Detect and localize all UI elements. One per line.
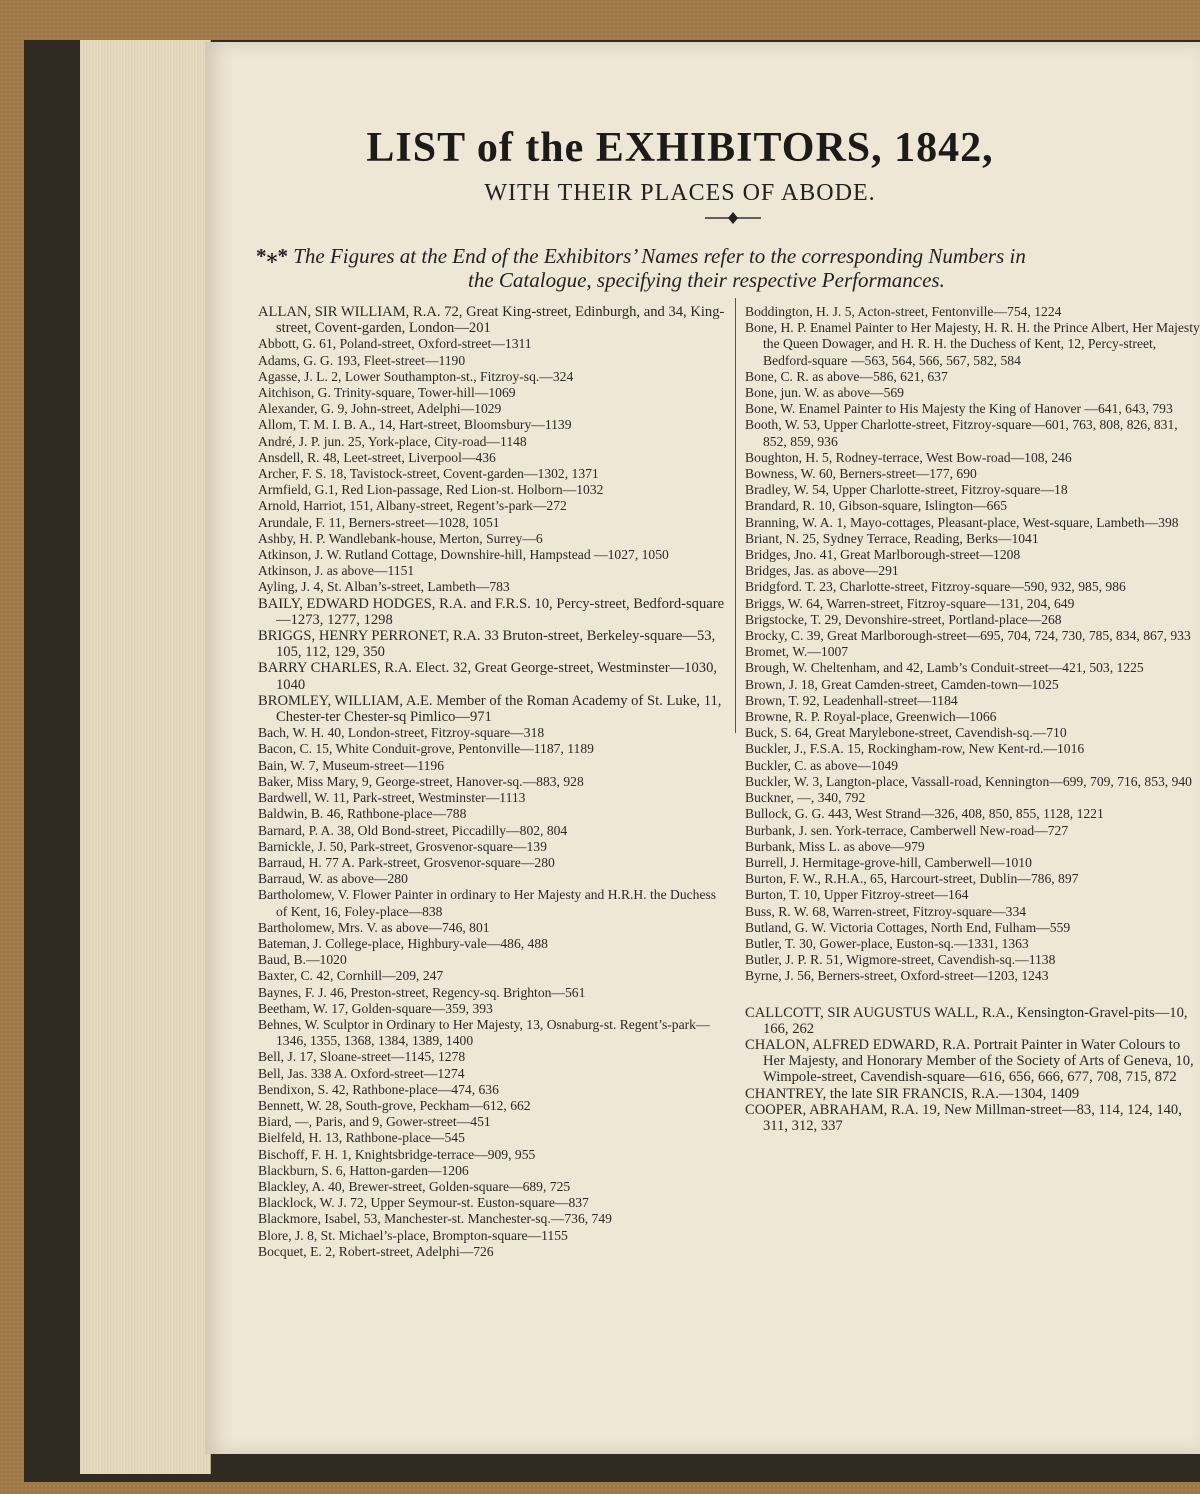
page-title: LIST of the EXHIBITORS, 1842, xyxy=(366,125,994,171)
exhibitor-group-b xyxy=(745,304,1200,985)
exhibitor-entry: Archer, F. S. 18, Tavistock-street, Covent-garden—1302, 1371 xyxy=(258,466,599,482)
exhibitor-entry: Aitchison, G. Trinity-square, Tower-hill—1069 xyxy=(258,385,516,401)
exhibitor-entry: Baker, Miss Mary, 9, George-street, Hanover-sq.—883, 928 xyxy=(258,773,584,789)
exhibitor-entry: Baldwin, B. 46, Rathbone-place—788 xyxy=(258,806,467,822)
exhibitor-entry: Bischoff, F. H. 1, Knightsbridge-terrace—909, 955 xyxy=(258,1146,536,1162)
catalogue-note xyxy=(256,244,1186,292)
exhibitor-entry: Briggs, W. 64, Warren-street, Fitzroy-square—131, 204, 649 xyxy=(745,595,1075,611)
exhibitor-entry: Bendixon, S. 42, Rathbone-place—474, 636 xyxy=(258,1081,499,1097)
exhibitor-group-c xyxy=(745,1005,1200,1135)
exhibitor-entry: Bocquet, E. 2, Robert-street, Adelphi—726 xyxy=(258,1243,494,1259)
exhibitor-entry: Baynes, F. J. 46, Preston-street, Regency-sq. Brighton—561 xyxy=(258,984,586,1000)
exhibitor-entry: Blackburn, S. 6, Hatton-garden—1206 xyxy=(258,1162,469,1178)
page-edges xyxy=(80,40,211,1474)
exhibitor-entry: Bradley, W. 54, Upper Charlotte-street, Fitzroy-square—18 xyxy=(745,482,1068,498)
exhibitor-entry: Burbank, Miss L. as above—979 xyxy=(745,838,925,854)
exhibitor-entry: Atkinson, J. W. Rutland Cottage, Downshire-hill, Hampstead —1027, 1050 xyxy=(258,547,669,563)
exhibitor-entry: Blacklock, W. J. 72, Upper Seymour-st. Euston-square—837 xyxy=(258,1195,589,1211)
exhibitor-entry: Barraud, W. as above—280 xyxy=(258,871,408,887)
exhibitor-entry: Bridges, Jas. as above—291 xyxy=(745,563,899,579)
exhibitor-entry: CHALON, ALFRED EDWARD, R.A. Portrait Painter in Water Colours to Her Majesty, and Honorary Member of the Society of Arts of Geneva, 10, Wimpole-street, Cavendish-square—616, 656, 666, 677, 708, 715, 872 xyxy=(745,1036,1194,1086)
exhibitor-entry: Bateman, J. College-place, Highbury-vale—486, 488 xyxy=(258,935,548,951)
exhibitor-entry: Briant, N. 25, Sydney Terrace, Reading, Berks—1041 xyxy=(745,530,1039,546)
exhibitor-entry: Burton, T. 10, Upper Fitzroy-street—164 xyxy=(745,887,969,903)
page-subtitle: WITH THEIR PLACES OF ABODE. xyxy=(484,180,876,206)
exhibitor-entry: Allom, T. M. I. B. A., 14, Hart-street, Bloomsbury—1139 xyxy=(258,417,572,433)
exhibitor-entry: Burbank, J. sen. York-terrace, Camberwell New-road—727 xyxy=(745,822,1069,838)
exhibitor-entry: Brough, W. Cheltenham, and 42, Lamb’s Conduit-street—421, 503, 1225 xyxy=(745,660,1144,676)
exhibitor-entry: Ashby, H. P. Wandlebank-house, Merton, Surrey—6 xyxy=(258,530,543,546)
exhibitor-entry: Brandard, R. 10, Gibson-square, Islington—665 xyxy=(745,498,1008,514)
exhibitor-entry: Alexander, G. 9, John-street, Adelphi—1029 xyxy=(258,401,502,417)
exhibitor-entry: Bridgford. T. 23, Charlotte-street, Fitzroy-square—590, 932, 985, 986 xyxy=(745,579,1126,595)
exhibitor-entry: BROMLEY, WILLIAM, A.E. Member of the Roman Academy of St. Luke, 11, Chester-ter Chester-sq Pimlico—971 xyxy=(258,692,722,726)
exhibitor-list-left xyxy=(258,304,728,1260)
exhibitor-entry: Bone, H. P. Enamel Painter to Her Majesty, H. R. H. the Prince Albert, Her Majesty the Queen Dowager, and H. R. H. the Duchess of Kent, 12, Percy-street, Bedford-square —563, 564, 566, 567, 582, 584 xyxy=(745,320,1200,368)
exhibitor-entry: Burrell, J. Hermitage-grove-hill, Camberwell—1010 xyxy=(745,854,1032,870)
exhibitor-entry: Ayling, J. 4, St. Alban’s-street, Lambeth—783 xyxy=(258,579,510,595)
exhibitor-entry: Buss, R. W. 68, Warren-street, Fitzroy-square—334 xyxy=(745,903,1027,919)
exhibitor-entry: Brigstocke, T. 29, Devonshire-street, Portland-place—268 xyxy=(745,611,1062,627)
exhibitor-entry: Barraud, H. 77 A. Park-street, Grosvenor-square—280 xyxy=(258,854,555,870)
exhibitor-entry: Booth, W. 53, Upper Charlotte-street, Fitzroy-square—601, 763, 808, 826, 831, 852, 859, 936 xyxy=(745,417,1178,449)
exhibitor-entry: Buck, S. 64, Great Marylebone-street, Cavendish-sq.—710 xyxy=(745,725,1067,741)
ornament-divider xyxy=(703,210,763,226)
exhibitor-entry: Bell, Jas. 338 A. Oxford-street—1274 xyxy=(258,1065,465,1081)
exhibitor-entry: BRIGGS, HENRY PERRONET, R.A. 33 Bruton-street, Berkeley-square—53, 105, 112, 129, 350 xyxy=(258,628,716,661)
exhibitor-entry: Boddington, H. J. 5, Acton-street, Fentonville—754, 1224 xyxy=(745,304,1062,319)
exhibitor-entry: Bach, W. H. 40, London-street, Fitzroy-square—318 xyxy=(258,725,545,741)
exhibitor-entry: Butland, G. W. Victoria Cottages, North End, Fulham—559 xyxy=(745,919,1071,935)
note-line-2: the Catalogue, specifying their respective Performances. xyxy=(468,268,945,292)
exhibitor-entry: Baxter, C. 42, Cornhill—209, 247 xyxy=(258,968,444,984)
exhibitor-entry: Bridges, Jno. 41, Great Marlborough-street—1208 xyxy=(745,547,1021,563)
exhibitor-entry: Blackmore, Isabel, 53, Manchester-st. Manchester-sq.—736, 749 xyxy=(258,1211,612,1227)
exhibitor-entry: Browne, R. P. Royal-place, Greenwich—1066 xyxy=(745,709,997,725)
exhibitor-entry: Branning, W. A. 1, Mayo-cottages, Pleasant-place, West-square, Lambeth—398 xyxy=(745,514,1179,530)
exhibitor-entry: Burton, F. W., R.H.A., 65, Harcourt-street, Dublin—786, 897 xyxy=(745,871,1079,887)
exhibitor-entry: Beetham, W. 17, Golden-square—359, 393 xyxy=(258,1000,493,1016)
exhibitor-entry: Behnes, W. Sculptor in Ordinary to Her Majesty, 13, Osnaburg-st. Regent’s-park—1346, 1355, 1368, 1384, 1389, 1400 xyxy=(258,1016,710,1049)
section-gap xyxy=(745,985,1200,1005)
exhibitor-entry: Armfield, G.1, Red Lion-passage, Red Lion-st. Holborn—1032 xyxy=(258,482,604,498)
exhibitor-entry: Boughton, H. 5, Rodney-terrace, West Bow-road—108, 246 xyxy=(745,449,1072,465)
exhibitor-entry: BAILY, EDWARD HODGES, R.A. and F.R.S. 10, Percy-street, Bedford-square—1273, 1277, 1298 xyxy=(258,595,725,628)
exhibitor-entry: CHANTREY, the late SIR FRANCIS, R.A.—1304, 1409 xyxy=(745,1085,1080,1102)
exhibitor-entry: Bone, jun. W. as above—569 xyxy=(745,385,904,401)
exhibitor-entry: Blackley, A. 40, Brewer-street, Golden-square—689, 725 xyxy=(258,1178,571,1194)
exhibitor-entry: Bone, W. Enamel Painter to His Majesty the King of Hanover —641, 643, 793 xyxy=(745,401,1173,417)
exhibitor-entry: Abbott, G. 61, Poland-street, Oxford-street—1311 xyxy=(258,336,532,352)
note-marker: *⁎* xyxy=(256,244,288,268)
exhibitor-entry: Butler, J. P. R. 51, Wigmore-street, Cavendish-sq.—1138 xyxy=(745,952,1056,968)
exhibitor-list-right xyxy=(745,304,1200,1134)
exhibitor-entry: Bardwell, W. 11, Park-street, Westminster—1113 xyxy=(258,790,526,806)
exhibitor-entry: Bacon, C. 15, White Conduit-grove, Pentonville—1187, 1189 xyxy=(258,741,594,757)
exhibitor-entry: Bell, J. 17, Sloane-street—1145, 1278 xyxy=(258,1049,466,1065)
exhibitor-entry: BARRY CHARLES, R.A. Elect. 32, Great George-street, Westminster—1030, 1040 xyxy=(258,660,718,693)
note-line-1: The Figures at the End of the Exhibitors’ Names refer to the corresponding Numbers in xyxy=(293,244,1026,268)
exhibitor-entry: Buckler, J., F.S.A. 15, Rockingham-row, New Kent-rd.—1016 xyxy=(745,741,1085,757)
exhibitor-entry: Ansdell, R. 48, Leet-street, Liverpool—436 xyxy=(258,449,496,465)
exhibitor-entry: Brocky, C. 39, Great Marlborough-street—695, 704, 724, 730, 785, 834, 867, 933 xyxy=(745,628,1191,644)
exhibitor-entry: Bone, C. R. as above—586, 621, 637 xyxy=(745,368,948,384)
exhibitor-entry: Atkinson, J. as above—1151 xyxy=(258,563,415,579)
exhibitor-entry: Biard, —, Paris, and 9, Gower-street—451 xyxy=(258,1114,491,1130)
exhibitor-entry: Bowness, W. 60, Berners-street—177, 690 xyxy=(745,466,977,482)
exhibitor-entry: Barnickle, J. 50, Park-street, Grosvenor-square—139 xyxy=(258,838,547,854)
exhibitor-entry: CALLCOTT, SIR AUGUSTUS WALL, R.A., Kensington-Gravel-pits—10, 166, 262 xyxy=(745,1004,1188,1037)
exhibitor-entry: Baud, B.—1020 xyxy=(258,952,347,968)
column-divider xyxy=(735,298,736,733)
exhibitor-entry: Bielfeld, H. 13, Rathbone-place—545 xyxy=(258,1130,465,1146)
exhibitor-entry: Adams, G. G. 193, Fleet-street—1190 xyxy=(258,352,466,368)
exhibitor-entry: Bain, W. 7, Museum-street—1196 xyxy=(258,757,445,773)
exhibitor-entry: Bromet, W.—1007 xyxy=(745,644,849,660)
exhibitor-entry: Bartholomew, Mrs. V. as above—746, 801 xyxy=(258,919,490,935)
exhibitor-entry: André, J. P. jun. 25, York-place, City-road—1148 xyxy=(258,433,527,449)
exhibitor-entry: Blore, J. 8, St. Michael’s-place, Brompton-square—1155 xyxy=(258,1227,568,1243)
exhibitor-entry: Barnard, P. A. 38, Old Bond-street, Piccadilly—802, 804 xyxy=(258,822,568,838)
exhibitor-entry: Brown, T. 92, Leadenhall-street—1184 xyxy=(745,692,958,708)
exhibitor-entry: Brown, J. 18, Great Camden-street, Camden-town—1025 xyxy=(745,676,1059,692)
exhibitor-entry: Byrne, J. 56, Berners-street, Oxford-street—1203, 1243 xyxy=(745,968,1049,984)
exhibitor-entry: Bennett, W. 28, South-grove, Peckham—612, 662 xyxy=(258,1097,531,1113)
exhibitor-entry: Buckner, —, 340, 792 xyxy=(745,790,866,806)
exhibitor-entry: Buckler, W. 3, Langton-place, Vassall-road, Kennington—699, 709, 716, 853, 940 xyxy=(745,773,1192,789)
exhibitor-entry: Bullock, G. G. 443, West Strand—326, 408, 850, 855, 1128, 1221 xyxy=(745,806,1104,822)
exhibitor-entry: Butler, T. 30, Gower-place, Euston-sq.—1331, 1363 xyxy=(745,935,1029,951)
exhibitor-entry: Agasse, J. L. 2, Lower Southampton-st., Fitzroy-sq.—324 xyxy=(258,368,574,384)
exhibitor-entry: COOPER, ABRAHAM, R.A. 19, New Millman-street—83, 114, 124, 140, 311, 312, 337 xyxy=(745,1101,1182,1134)
exhibitor-entry: Arnold, Harriot, 151, Albany-street, Regent’s-park—272 xyxy=(258,498,567,514)
exhibitor-entry: Arundale, F. 11, Berners-street—1028, 1051 xyxy=(258,514,500,530)
exhibitor-entry: ALLAN, SIR WILLIAM, R.A. 72, Great King-street, Edinburgh, and 34, King-street, Covent-garden, London—201 xyxy=(258,304,725,337)
exhibitor-entry: Buckler, C. as above—1049 xyxy=(745,757,899,773)
exhibitor-entry: Bartholomew, V. Flower Painter in ordinary to Her Majesty and H.R.H. the Duchess of Kent, 16, Foley-place—838 xyxy=(258,887,717,919)
